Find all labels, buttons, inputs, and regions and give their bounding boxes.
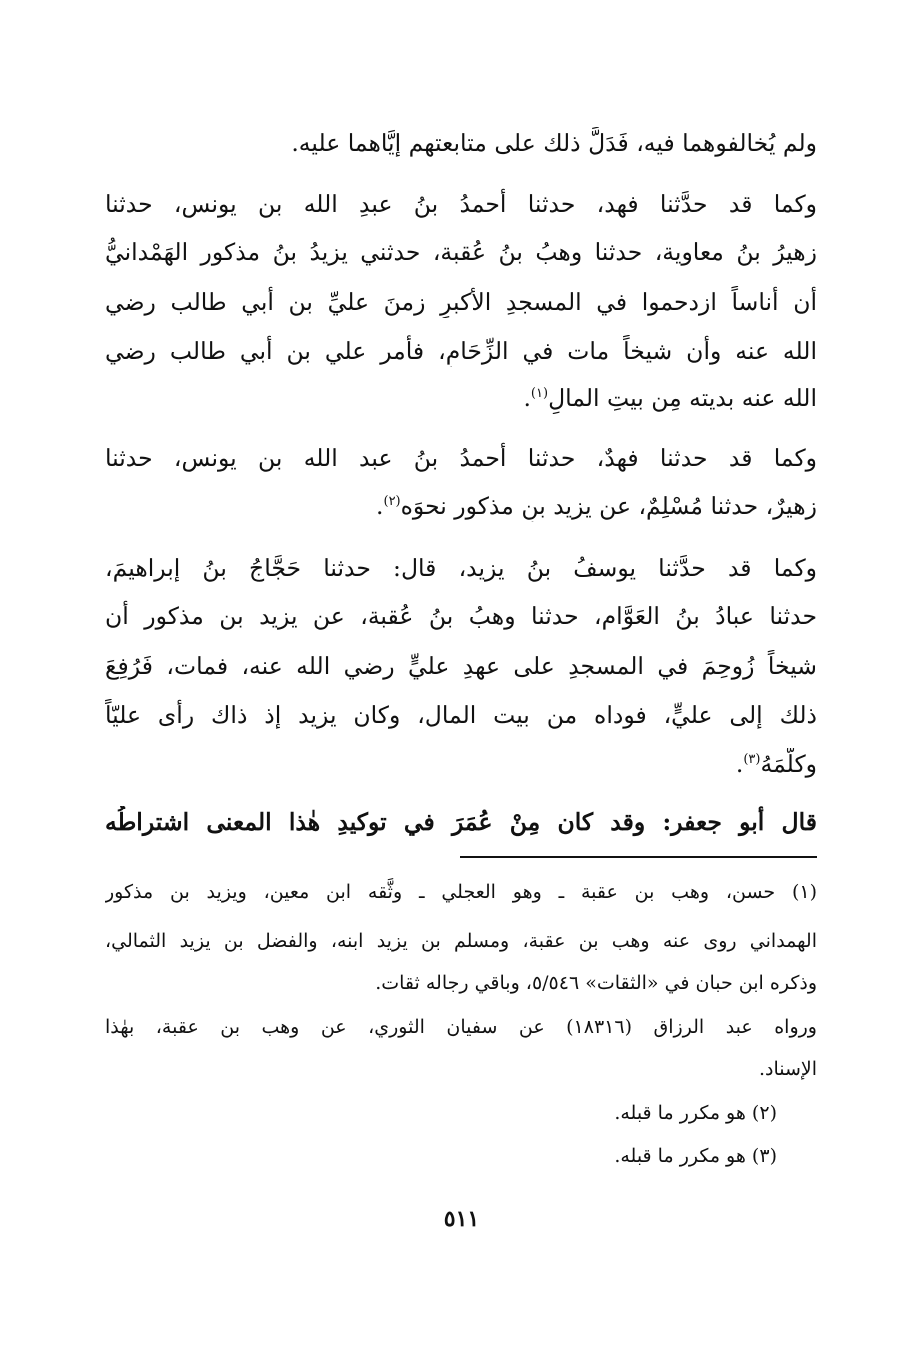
period: . xyxy=(735,750,744,778)
text-run: الله عنه بديته مِن بيتِ المالِ xyxy=(548,384,817,412)
footnote-separator xyxy=(460,856,817,858)
footnote-ref-3: (٣) xyxy=(743,752,761,768)
page-number: ٥١١ xyxy=(443,1206,480,1232)
paragraph-3-line-1: وكما قد حدثنا فهدٌ، حدثنا أحمدُ بنُ عبد الله بن يونس، حدثنا xyxy=(105,444,817,472)
paragraph-1-line-1 xyxy=(105,127,817,159)
period: . xyxy=(376,492,384,520)
paragraph-2-line-4: الله عنه وأن شيخاً مات في الزِّحَامِ، فأمر علي بن أبي طالب رضي xyxy=(105,337,817,365)
text-run: ولم يُخالفوهما فيه، فَدَلَّ ذلك على متابعتهم إيَّاهما عليه. xyxy=(291,129,817,157)
paragraph-4-line-3: شيخاً زُوحِمَ في المسجدِ على عهدِ عليٍّ رضي الله عنه، فمات، فَرُفِعَ xyxy=(105,652,817,680)
footnote-2: (٢) هو مكرر ما قبله. xyxy=(614,1102,777,1124)
footnote-1-line-2: الهمداني روى عنه وهب بن عقبة، ومسلم بن يزيد ابنه، والفضل بن يزيد الثمالي، xyxy=(105,930,817,952)
paragraph-2-line-2: زهيرُ بنُ معاوية، حدثنا وهبُ بنُ عُقبة، حدثني يزيدُ بنُ مذكور الهَمْدانيُّ xyxy=(105,238,817,266)
paragraph-4-line-4: ذلك إلى عليٍّ، فوداه من بيت المال، وكان يزيد إذ ذاك رأى عليّاً xyxy=(105,701,817,729)
paragraph-4-line-1: وكما قد حدَّثنا يوسفُ بنُ يزيد، قال: حدثنا حَجَّاجُ بنُ إبراهيمَ، xyxy=(105,554,817,582)
period: . xyxy=(523,384,531,412)
footnote-ref-2: (٢) xyxy=(383,494,401,510)
footnote-1-cont-line-2: الإسناد. xyxy=(758,1058,817,1080)
footnote-ref-1: (١) xyxy=(530,386,549,402)
paragraph-2-line-1: وكما قد حدَّثنا فهد، حدثنا أحمدُ بنُ عبدِ الله بن يونس، حدثنا xyxy=(105,190,817,218)
paragraph-4-line-5 xyxy=(105,748,817,780)
paragraph-3-line-2 xyxy=(105,490,817,522)
paragraph-4-line-2: حدثنا عبادُ بنُ العَوَّام، حدثنا وهبُ بنُ عُقبة، عن يزيد بن مذكور أن xyxy=(105,602,817,630)
footnote-1-cont-line-1: ورواه عبد الرزاق (١٨٣١٦) عن سفيان الثوري، عن وهب بن عقبة، بهٰذا xyxy=(105,1016,817,1038)
text-run: زهيرٌ، حدثنا مُسْلِمٌ، عن يزيد بنِ مذكور نحوَه xyxy=(400,492,817,520)
footnote-3: (٣) هو مكرر ما قبله. xyxy=(614,1145,777,1167)
footnote-1-line-1: (١) حسن، وهب بن عقبة ـ وهو العجلي ـ وثَّقه ابن معين، ويزيد بن مذكور xyxy=(105,881,817,903)
text-run: وكلَّمَهُ xyxy=(760,750,817,778)
paragraph-5-line-1: قال أبو جعفر: وقد كان مِنْ عُمَرَ في توكيدِ هٰذا المعنى اشتراطُه xyxy=(105,808,817,836)
paragraph-2-line-3: أن أناساً ازدحموا في المسجدِ الأكبرِ زمنَ عليِّ بن أبي طالب رضي xyxy=(105,288,817,316)
footnote-1-line-3: وذكره ابن حبان في «الثقات» ٥/٥٤٦، وباقي رجاله ثقات. xyxy=(375,972,817,994)
paragraph-2-line-5 xyxy=(105,382,817,414)
